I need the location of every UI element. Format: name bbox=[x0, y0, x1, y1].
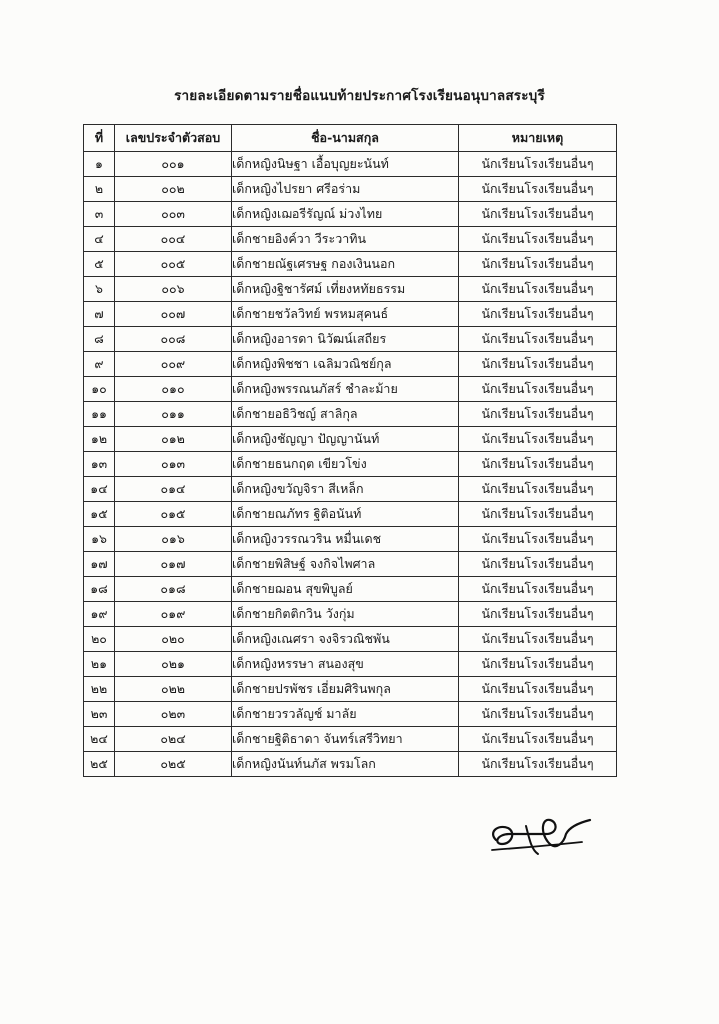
table-row bbox=[84, 652, 617, 677]
row-exam-id: ๐๑๔ bbox=[115, 477, 232, 502]
row-note: นักเรียนโรงเรียนอื่นๆ bbox=[459, 302, 617, 327]
table-row bbox=[84, 377, 617, 402]
row-exam-id: ๐๐๓ bbox=[115, 202, 232, 227]
row-student-name: เด็กหญิงเณศรา จงจิรวณิชพัน bbox=[232, 627, 459, 652]
row-exam-id: ๐๐๒ bbox=[115, 177, 232, 202]
row-student-name: เด็กชายพิสิษฐ์ จงกิจไพศาล bbox=[232, 552, 459, 577]
row-note: นักเรียนโรงเรียนอื่นๆ bbox=[459, 727, 617, 752]
table-row bbox=[84, 452, 617, 477]
row-student-name: เด็กหญิงชัญญา ปัญญานันท์ bbox=[232, 427, 459, 452]
table-row bbox=[84, 677, 617, 702]
row-student-name: เด็กชายกิตติกวิน วังกุ่ม bbox=[232, 602, 459, 627]
row-number: ๑๖ bbox=[84, 527, 115, 552]
table-row bbox=[84, 152, 617, 177]
row-exam-id: ๐๑๓ bbox=[115, 452, 232, 477]
row-note: นักเรียนโรงเรียนอื่นๆ bbox=[459, 377, 617, 402]
row-exam-id: ๐๑๕ bbox=[115, 502, 232, 527]
table-row bbox=[84, 552, 617, 577]
row-number: ๘ bbox=[84, 327, 115, 352]
row-number: ๑๑ bbox=[84, 402, 115, 427]
row-number: ๒๓ bbox=[84, 702, 115, 727]
table-row bbox=[84, 577, 617, 602]
row-number: ๗ bbox=[84, 302, 115, 327]
row-number: ๒๕ bbox=[84, 752, 115, 777]
row-note: นักเรียนโรงเรียนอื่นๆ bbox=[459, 277, 617, 302]
row-student-name: เด็กชายธนกฤต เขียวโข่ง bbox=[232, 452, 459, 477]
table-row bbox=[84, 477, 617, 502]
row-number: ๑ bbox=[84, 152, 115, 177]
row-note: นักเรียนโรงเรียนอื่นๆ bbox=[459, 577, 617, 602]
table-row bbox=[84, 752, 617, 777]
row-note: นักเรียนโรงเรียนอื่นๆ bbox=[459, 702, 617, 727]
row-number: ๑๗ bbox=[84, 552, 115, 577]
row-student-name: เด็กชายณัฐเศรษฐ กองเงินนอก bbox=[232, 252, 459, 277]
table-row bbox=[84, 727, 617, 752]
row-exam-id: ๐๒๓ bbox=[115, 702, 232, 727]
row-exam-id: ๐๑๙ bbox=[115, 602, 232, 627]
header-note: หมายเหตุ bbox=[459, 125, 617, 152]
row-note: นักเรียนโรงเรียนอื่นๆ bbox=[459, 227, 617, 252]
row-exam-id: ๐๑๐ bbox=[115, 377, 232, 402]
row-student-name: เด็กหญิงหรรษา สนองสุข bbox=[232, 652, 459, 677]
header-exam-id: เลขประจำตัวสอบ bbox=[115, 125, 232, 152]
row-note: นักเรียนโรงเรียนอื่นๆ bbox=[459, 327, 617, 352]
table-row bbox=[84, 602, 617, 627]
row-number: ๑๙ bbox=[84, 602, 115, 627]
row-student-name: เด็กชายฐิติธาดา จันทร์เสรีวิทยา bbox=[232, 727, 459, 752]
row-student-name: เด็กหญิงไปรยา ศรีอร่าม bbox=[232, 177, 459, 202]
row-exam-id: ๐๐๔ bbox=[115, 227, 232, 252]
row-note: นักเรียนโรงเรียนอื่นๆ bbox=[459, 202, 617, 227]
row-exam-id: ๐๒๐ bbox=[115, 627, 232, 652]
table-row bbox=[84, 252, 617, 277]
row-exam-id: ๐๑๒ bbox=[115, 427, 232, 452]
row-number: ๒๐ bbox=[84, 627, 115, 652]
table-row bbox=[84, 227, 617, 252]
row-exam-id: ๐๑๖ bbox=[115, 527, 232, 552]
row-number: ๒๒ bbox=[84, 677, 115, 702]
row-number: ๑๒ bbox=[84, 427, 115, 452]
row-student-name: เด็กหญิงฐิชารัศม์ เที่ยงหทัยธรรม bbox=[232, 277, 459, 302]
row-exam-id: ๐๑๗ bbox=[115, 552, 232, 577]
row-student-name: เด็กหญิงนันท์นภัส พรมโลก bbox=[232, 752, 459, 777]
table-row bbox=[84, 302, 617, 327]
header-name: ชื่อ-นามสกุล bbox=[232, 125, 459, 152]
row-exam-id: ๐๐๗ bbox=[115, 302, 232, 327]
row-number: ๒๔ bbox=[84, 727, 115, 752]
row-exam-id: ๐๐๘ bbox=[115, 327, 232, 352]
row-note: นักเรียนโรงเรียนอื่นๆ bbox=[459, 477, 617, 502]
row-student-name: เด็กชายฌอน สุขพิบูลย์ bbox=[232, 577, 459, 602]
row-student-name: เด็กหญิงพรรณนภัสร์ ชำละม้าย bbox=[232, 377, 459, 402]
student-roster-table bbox=[83, 124, 617, 777]
row-student-name: เด็กชายอิงค์วา วีระวาทิน bbox=[232, 227, 459, 252]
row-student-name: เด็กชายปรพัชร เอี่ยมศิรินพกุล bbox=[232, 677, 459, 702]
table-row bbox=[84, 427, 617, 452]
row-note: นักเรียนโรงเรียนอื่นๆ bbox=[459, 627, 617, 652]
signature-icon bbox=[486, 812, 596, 858]
table-header-row bbox=[84, 125, 617, 152]
row-exam-id: ๐๑๑ bbox=[115, 402, 232, 427]
row-exam-id: ๐๑๘ bbox=[115, 577, 232, 602]
row-number: ๒๑ bbox=[84, 652, 115, 677]
row-note: นักเรียนโรงเรียนอื่นๆ bbox=[459, 527, 617, 552]
row-number: ๓ bbox=[84, 202, 115, 227]
row-exam-id: ๐๐๑ bbox=[115, 152, 232, 177]
table-row bbox=[84, 327, 617, 352]
row-student-name: เด็กหญิงเฌอรีรัญณ์ ม่วงไทย bbox=[232, 202, 459, 227]
row-student-name: เด็กหญิงนิษฐา เอื้อบุญยะนันท์ bbox=[232, 152, 459, 177]
row-number: ๕ bbox=[84, 252, 115, 277]
row-note: นักเรียนโรงเรียนอื่นๆ bbox=[459, 602, 617, 627]
row-student-name: เด็กชายอธิวิชญ์ สาลิกุล bbox=[232, 402, 459, 427]
row-number: ๑๐ bbox=[84, 377, 115, 402]
row-note: นักเรียนโรงเรียนอื่นๆ bbox=[459, 502, 617, 527]
row-exam-id: ๐๒๔ bbox=[115, 727, 232, 752]
row-number: ๑๘ bbox=[84, 577, 115, 602]
row-note: นักเรียนโรงเรียนอื่นๆ bbox=[459, 427, 617, 452]
row-student-name: เด็กหญิงอารดา นิวัฒน์เสถียร bbox=[232, 327, 459, 352]
row-student-name: เด็กชายณภัทร ฐิติอนันท์ bbox=[232, 502, 459, 527]
row-number: ๖ bbox=[84, 277, 115, 302]
row-number: ๔ bbox=[84, 227, 115, 252]
row-exam-id: ๐๒๕ bbox=[115, 752, 232, 777]
table-row bbox=[84, 627, 617, 652]
row-exam-id: ๐๐๖ bbox=[115, 277, 232, 302]
row-note: นักเรียนโรงเรียนอื่นๆ bbox=[459, 352, 617, 377]
row-student-name: เด็กหญิงพิชชา เฉลิมวณิชย์กุล bbox=[232, 352, 459, 377]
row-note: นักเรียนโรงเรียนอื่นๆ bbox=[459, 152, 617, 177]
table-row bbox=[84, 402, 617, 427]
row-note: นักเรียนโรงเรียนอื่นๆ bbox=[459, 652, 617, 677]
row-note: นักเรียนโรงเรียนอื่นๆ bbox=[459, 177, 617, 202]
row-number: ๙ bbox=[84, 352, 115, 377]
row-student-name: เด็กหญิงวรรณวริน หมื่นเดช bbox=[232, 527, 459, 552]
row-number: ๒ bbox=[84, 177, 115, 202]
table-row bbox=[84, 702, 617, 727]
row-note: นักเรียนโรงเรียนอื่นๆ bbox=[459, 752, 617, 777]
table-row bbox=[84, 502, 617, 527]
row-number: ๑๔ bbox=[84, 477, 115, 502]
row-student-name: เด็กชายวรวลัญช์ มาลัย bbox=[232, 702, 459, 727]
row-note: นักเรียนโรงเรียนอื่นๆ bbox=[459, 452, 617, 477]
table-row bbox=[84, 202, 617, 227]
row-student-name: เด็กหญิงขวัญจิรา สีเหล็ก bbox=[232, 477, 459, 502]
table-row bbox=[84, 527, 617, 552]
table-body bbox=[84, 152, 617, 777]
row-exam-id: ๐๐๕ bbox=[115, 252, 232, 277]
row-number: ๑๕ bbox=[84, 502, 115, 527]
header-no: ที่ bbox=[84, 125, 115, 152]
table-row bbox=[84, 352, 617, 377]
table-row bbox=[84, 177, 617, 202]
row-exam-id: ๐๒๒ bbox=[115, 677, 232, 702]
row-note: นักเรียนโรงเรียนอื่นๆ bbox=[459, 402, 617, 427]
row-note: นักเรียนโรงเรียนอื่นๆ bbox=[459, 677, 617, 702]
row-number: ๑๓ bbox=[84, 452, 115, 477]
row-note: นักเรียนโรงเรียนอื่นๆ bbox=[459, 252, 617, 277]
row-student-name: เด็กชายชวัลวิทย์ พรหมสุคนธ์ bbox=[232, 302, 459, 327]
document-title: รายละเอียดตามรายชื่อแนบท้ายประกาศโรงเรียนอนุบาลสระบุรี bbox=[174, 88, 545, 104]
table-row bbox=[84, 277, 617, 302]
row-exam-id: ๐๒๑ bbox=[115, 652, 232, 677]
row-exam-id: ๐๐๙ bbox=[115, 352, 232, 377]
row-note: นักเรียนโรงเรียนอื่นๆ bbox=[459, 552, 617, 577]
